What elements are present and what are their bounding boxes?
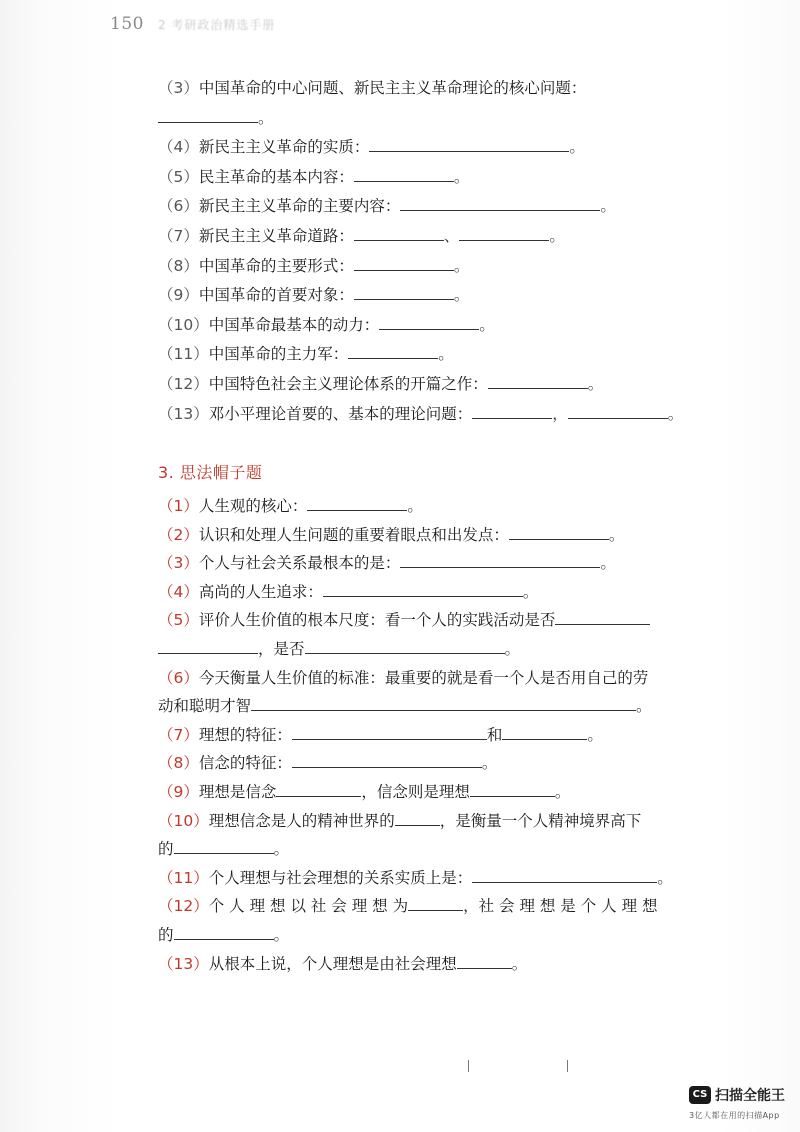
question-line: [158, 553, 690, 573]
answer-blank[interactable]: [354, 256, 454, 271]
question-text: ，是衡量一个人精神境界高下: [439, 811, 642, 830]
end-mark: 。: [481, 754, 498, 773]
answer-blank[interactable]: [354, 226, 444, 241]
question-line: [158, 78, 690, 98]
question-text: 民主革命的基本内容：: [198, 167, 354, 186]
answer-blank[interactable]: [395, 811, 440, 826]
question-text: 新民主主义革命道路：: [198, 227, 354, 245]
end-mark: 。: [657, 868, 673, 887]
end-mark: 。: [636, 697, 652, 716]
question-line: [158, 696, 690, 716]
question-line: [158, 404, 690, 424]
end-mark: 。: [504, 640, 521, 658]
answer-blank[interactable]: [354, 167, 454, 182]
end-mark: 。: [554, 783, 571, 801]
scan-mark: [567, 1060, 568, 1072]
answer-blank[interactable]: [348, 344, 438, 359]
question-number: （12）: [158, 375, 209, 393]
question-line: [158, 108, 690, 128]
end-mark: 。: [453, 256, 470, 275]
question-text: 的: [158, 926, 174, 944]
question-line: [158, 582, 690, 602]
question-number: （11）: [158, 868, 209, 887]
answer-blank[interactable]: [457, 954, 512, 969]
question-text: ，是否: [258, 640, 305, 658]
page-number: 150: [110, 14, 144, 34]
question-number: （9）: [158, 783, 199, 801]
question-line: [158, 226, 690, 246]
question-line: [158, 639, 690, 659]
question-number: （1）: [158, 497, 199, 515]
question-line: [158, 811, 690, 831]
question-number: （4）: [158, 582, 199, 601]
question-text: 评价人生价值的根本尺度：看一个人的实践活动是否: [198, 611, 556, 630]
scan-mark: [468, 1060, 469, 1072]
separator: ，: [552, 404, 568, 423]
question-text: 邓小平理论首要的、基本的理论问题：: [208, 404, 473, 423]
question-line: [158, 753, 690, 773]
question-text: 人生观的核心：: [198, 497, 308, 515]
question-line: [158, 137, 690, 157]
answer-blank[interactable]: [400, 196, 600, 211]
question-text: 个 人 理 想 以 社 会 理 想 为: [208, 897, 409, 916]
end-mark: 。: [667, 404, 684, 423]
question-line: [158, 196, 690, 216]
question-text: 理想是信念: [198, 783, 277, 801]
end-mark: 。: [273, 926, 290, 944]
question-number: （10）: [158, 811, 209, 830]
answer-blank[interactable]: [292, 725, 487, 740]
question-line: [158, 839, 690, 859]
question-text: 个人理想与社会理想的关系实质上是：: [208, 868, 473, 887]
end-mark: 。: [600, 197, 616, 216]
question-number: （5）: [158, 167, 199, 186]
camscanner-logo-icon: CS: [689, 1086, 711, 1104]
question-number: （4）: [158, 138, 199, 157]
answer-blank[interactable]: [472, 868, 657, 883]
section-title: 3. 思法帽子题: [158, 463, 263, 482]
end-mark: 。: [608, 525, 625, 544]
question-number: （3）: [158, 79, 199, 97]
question-number: （9）: [158, 286, 199, 305]
answer-blank[interactable]: [400, 553, 600, 568]
end-mark: 。: [549, 227, 565, 245]
answer-blank[interactable]: [509, 525, 609, 540]
question-text: 中国革命最基本的动力：: [208, 315, 380, 334]
running-head: 2 考研政治精选手册: [157, 18, 276, 32]
answer-blank[interactable]: [323, 582, 523, 597]
question-number: （13）: [158, 404, 209, 423]
question-line: [158, 954, 690, 974]
answer-blank[interactable]: [369, 137, 569, 152]
question-number: （5）: [158, 611, 199, 630]
question-number: （13）: [158, 954, 209, 973]
end-mark: 。: [453, 167, 470, 186]
answer-blank[interactable]: [408, 896, 463, 911]
answer-blank[interactable]: [158, 639, 258, 654]
question-line: [158, 167, 690, 187]
question-text: 中国革命的中心问题、新民主主义革命理论的核心问题：: [198, 79, 587, 97]
question-text: 从根本上说，个人理想是由社会理想: [208, 954, 457, 973]
end-mark: 。: [479, 315, 495, 334]
answer-blank[interactable]: [488, 374, 588, 389]
answer-blank[interactable]: [502, 725, 587, 740]
question-line: [158, 668, 690, 688]
question-text: 的: [158, 840, 174, 859]
question-text: 理想信念是人的精神世界的: [208, 811, 395, 830]
question-text: ，社 会 理 想 是 个 人 理 想: [463, 897, 658, 916]
question-number: （6）: [158, 197, 199, 216]
question-number: （6）: [158, 668, 199, 687]
question-text: 信念的特征：: [198, 754, 292, 773]
question-text: 中国革命的主要形式：: [198, 256, 354, 275]
end-mark: 。: [511, 954, 528, 973]
end-mark: 。: [569, 138, 585, 157]
question-number: （2）: [158, 525, 199, 544]
question-text: 今天衡量人生价值的标准：最重要的就是看一个人是否用自己的劳: [198, 668, 649, 687]
end-mark: 。: [600, 554, 616, 573]
question-text: 认识和处理人生问题的重要着眼点和出发点：: [198, 525, 509, 544]
question-text: 高尚的人生追求：: [198, 582, 323, 601]
question-number: （8）: [158, 754, 199, 773]
question-text: 理想的特征：: [198, 725, 292, 744]
question-number: （10）: [158, 315, 209, 334]
question-line: [158, 610, 690, 630]
question-line: [158, 525, 690, 545]
camscanner-tagline: 3亿人都在用的扫描App: [689, 1111, 780, 1120]
question-text: ，信念则是理想: [361, 783, 470, 801]
question-line: [158, 782, 690, 802]
question-text: 中国革命的主力军：: [208, 345, 349, 364]
answer-blank[interactable]: [305, 639, 505, 654]
end-mark: 。: [587, 725, 603, 744]
separator: 、: [443, 227, 460, 245]
question-text: 中国革命的首要对象：: [198, 286, 354, 305]
question-line: [158, 725, 690, 745]
question-number: （7）: [158, 227, 199, 245]
question-number: （7）: [158, 725, 199, 744]
answer-blank[interactable]: [459, 226, 549, 241]
answer-blank[interactable]: [568, 404, 668, 419]
question-line: [158, 285, 690, 305]
camscanner-name: 扫描全能王: [715, 1088, 785, 1104]
question-number: （11）: [158, 345, 209, 364]
question-line: [158, 256, 690, 276]
answer-blank[interactable]: [158, 108, 258, 123]
answer-blank[interactable]: [472, 404, 552, 419]
answer-blank[interactable]: [292, 753, 482, 768]
page-header: [110, 14, 275, 44]
answer-blank[interactable]: [174, 925, 274, 940]
question-line: [158, 344, 690, 364]
question-text: 中国特色社会主义理论体系的开篇之作：: [208, 375, 488, 393]
end-mark: 。: [522, 582, 539, 601]
end-mark: 。: [453, 286, 470, 305]
end-mark: 。: [438, 345, 454, 364]
question-text: 动和聪明才智: [158, 697, 252, 716]
answer-blank[interactable]: [251, 696, 636, 711]
end-mark: 。: [258, 108, 274, 127]
end-mark: 。: [587, 375, 604, 393]
question-line: [158, 925, 690, 945]
question-line: [158, 315, 690, 335]
question-number: （8）: [158, 256, 199, 275]
answer-blank[interactable]: [470, 782, 555, 797]
end-mark: 。: [407, 497, 423, 515]
answer-blank[interactable]: [174, 839, 274, 854]
question-line: [158, 896, 690, 916]
question-line: [158, 868, 690, 888]
question-text: 新民主主义革命的实质：: [198, 138, 370, 157]
end-mark: 。: [273, 840, 290, 859]
answer-blank[interactable]: [276, 782, 361, 797]
question-number: （3）: [158, 554, 199, 573]
answer-blank[interactable]: [379, 315, 479, 330]
answer-blank[interactable]: [555, 610, 650, 625]
question-text: 新民主主义革命的主要内容：: [198, 197, 401, 216]
answer-blank[interactable]: [307, 496, 407, 511]
question-line: [158, 496, 690, 516]
question-text: 和: [486, 725, 503, 744]
question-number: （12）: [158, 897, 209, 916]
question-line: [158, 374, 690, 394]
answer-blank[interactable]: [354, 285, 454, 300]
question-text: 个人与社会关系最根本的是：: [198, 554, 401, 573]
